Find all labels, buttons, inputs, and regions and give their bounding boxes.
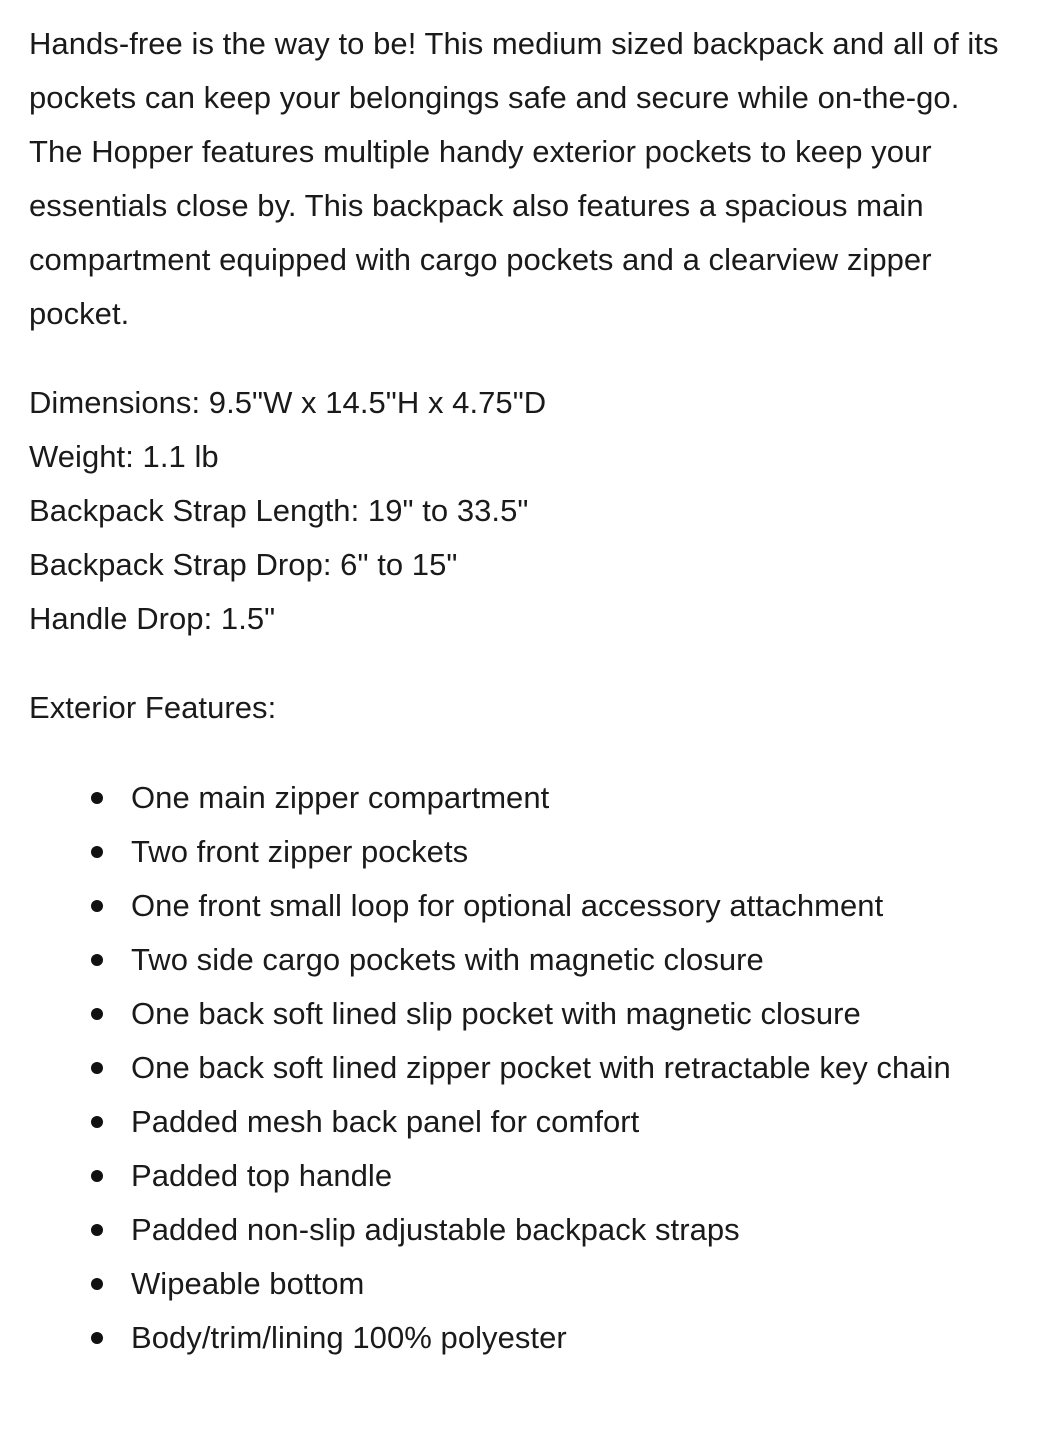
list-item: [29, 771, 1014, 825]
list-item: [29, 1311, 1014, 1365]
spec-strap-length: Backpack Strap Length: 19" to 33.5": [29, 493, 529, 528]
bullet-icon: [91, 1224, 103, 1236]
spec-dimensions: Dimensions: 9.5"W x 14.5"H x 4.75"D: [29, 385, 547, 420]
spec-handle-drop: Handle Drop: 1.5": [29, 601, 276, 636]
list-item: [29, 1257, 1014, 1311]
bullet-icon: [91, 1116, 103, 1128]
feature-text: Padded top handle: [131, 1158, 393, 1193]
feature-text: Wipeable bottom: [131, 1266, 365, 1301]
list-item: [29, 1149, 1014, 1203]
bullet-icon: [91, 1332, 103, 1344]
bullet-icon: [91, 954, 103, 966]
bullet-icon: [91, 1008, 103, 1020]
product-description: Hands-free is the way to be! This medium sized backpack and all of its pockets can keep your belongings safe and secure while on-the-go. The Hopper features multiple handy exterior pockets to keep your essentials close by. This backpack also features a spacious main compartment equipped with cargo pockets and a clearview zipper pocket.: [29, 26, 999, 331]
feature-text: Padded non-slip adjustable backpack straps: [131, 1212, 740, 1247]
list-item: [29, 1041, 1014, 1095]
feature-text: Body/trim/lining 100% polyester: [131, 1320, 567, 1355]
bullet-icon: [91, 1278, 103, 1290]
bullet-icon: [91, 1062, 103, 1074]
features-list: [29, 771, 1014, 1365]
feature-text: One front small loop for optional accessory attachment: [131, 888, 884, 923]
spec-weight: Weight: 1.1 lb: [29, 439, 219, 474]
bullet-icon: [91, 846, 103, 858]
feature-text: Two front zipper pockets: [131, 834, 469, 869]
specs-section: [29, 376, 1014, 646]
bullet-icon: [91, 900, 103, 912]
features-heading: Exterior Features:: [29, 690, 277, 725]
list-item: [29, 825, 1014, 879]
list-item: [29, 1203, 1014, 1257]
list-item: [29, 933, 1014, 987]
spec-strap-drop: Backpack Strap Drop: 6" to 15": [29, 547, 458, 582]
feature-text: Padded mesh back panel for comfort: [131, 1104, 640, 1139]
bullet-icon: [91, 1170, 103, 1182]
feature-text: Two side cargo pockets with magnetic closure: [131, 942, 764, 977]
feature-text: One back soft lined slip pocket with magnetic closure: [131, 996, 861, 1031]
list-item: [29, 1095, 1014, 1149]
feature-text: One main zipper compartment: [131, 780, 550, 815]
bullet-icon: [91, 792, 103, 804]
list-item: [29, 987, 1014, 1041]
feature-text: One back soft lined zipper pocket with retractable key chain: [131, 1050, 951, 1085]
list-item: [29, 879, 1014, 933]
